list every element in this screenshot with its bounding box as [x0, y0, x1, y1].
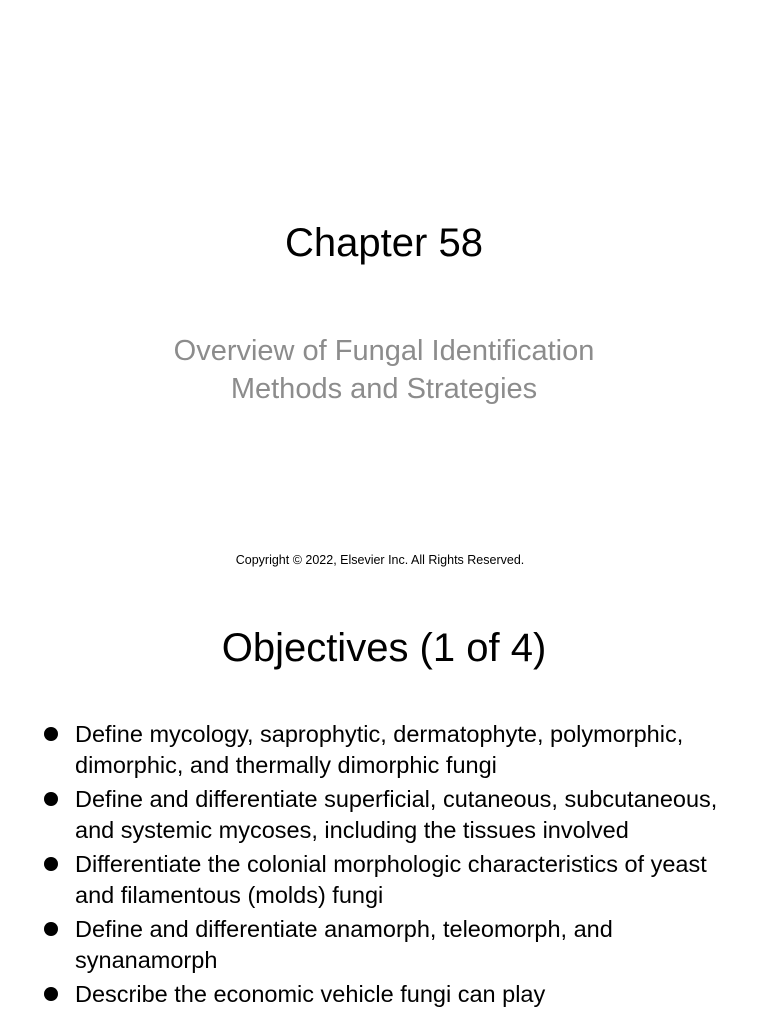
- objective-text: Define mycology, saprophytic, dermatophyte, polymorphic, dimorphic, and thermally dimorphic fungi: [75, 721, 684, 778]
- objective-item: [0, 784, 768, 845]
- objective-text: Define and differentiate superficial, cutaneous, subcutaneous, and systemic mycoses, including the tissues involved: [75, 786, 718, 843]
- bullet-icon: [44, 987, 58, 1001]
- bullet-icon: [44, 727, 58, 741]
- objective-text: Describe the economic vehicle fungi can play: [75, 981, 546, 1007]
- bullet-icon: [44, 857, 58, 871]
- objective-item: [0, 979, 768, 1010]
- objective-text: Differentiate the colonial morphologic characteristics of yeast and filamentous (molds) fungi: [75, 851, 707, 908]
- objective-text: Define and differentiate anamorph, teleomorph, and synanamorph: [75, 916, 613, 973]
- objective-item: [0, 914, 768, 975]
- objectives-title: Objectives (1 of 4): [221, 626, 547, 670]
- subtitle-line-2: Methods and Strategies: [230, 373, 538, 405]
- copyright-notice: Copyright © 2022, Elsevier Inc. All Rights Reserved.: [235, 553, 525, 567]
- objective-item: [0, 719, 768, 780]
- objectives-list: [0, 719, 768, 1014]
- bullet-icon: [44, 922, 58, 936]
- chapter-title: Chapter 58: [285, 221, 483, 265]
- objective-item: [0, 849, 768, 910]
- bullet-icon: [44, 792, 58, 806]
- subtitle-line-1: Overview of Fungal Identification: [173, 335, 595, 367]
- chapter-subtitle: [0, 332, 768, 408]
- objectives-slide: [0, 590, 768, 1024]
